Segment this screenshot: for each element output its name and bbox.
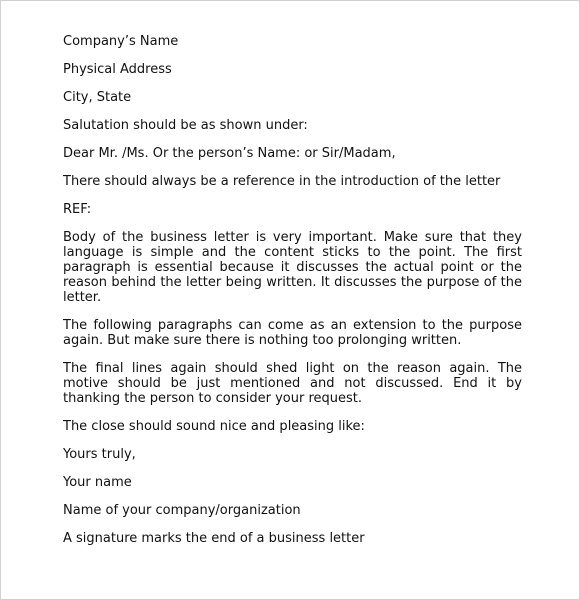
closing: Yours truly, — [63, 447, 136, 462]
company-name: Company’s Name — [63, 34, 179, 49]
salutation-note: Salutation should be as shown under: — [63, 118, 308, 133]
ref-label: REF: — [63, 202, 92, 217]
your-name: Your name — [63, 475, 132, 490]
body-paragraph-1: Body of the business letter is very important. Make sure that they language is simple and the content sticks to the point. The first paragraph is essential because it discusses the actual point or the reason behind the letter being written. It discusses the purpose of the letter. — [63, 230, 522, 305]
physical-address: Physical Address — [63, 62, 172, 77]
city-state: City, State — [63, 90, 132, 105]
reference-note: There should always be a reference in the introduction of the letter — [63, 174, 501, 189]
body-paragraph-2: The following paragraphs can come as an extension to the purpose again. But make sure there is nothing too prolonging written. — [63, 318, 522, 348]
signature-note: A signature marks the end of a business letter — [63, 531, 365, 546]
salutation: Dear Mr. /Ms. Or the person’s Name: or Sir/Madam, — [63, 146, 396, 161]
close-note: The close should sound nice and pleasing like: — [63, 419, 365, 434]
letter-body — [63, 34, 522, 559]
company-organization: Name of your company/organization — [63, 503, 301, 518]
body-paragraph-3: The final lines again should shed light on the reason again. The motive should be just mentioned and not discussed. End it by thanking the person to consider your request. — [63, 361, 522, 406]
